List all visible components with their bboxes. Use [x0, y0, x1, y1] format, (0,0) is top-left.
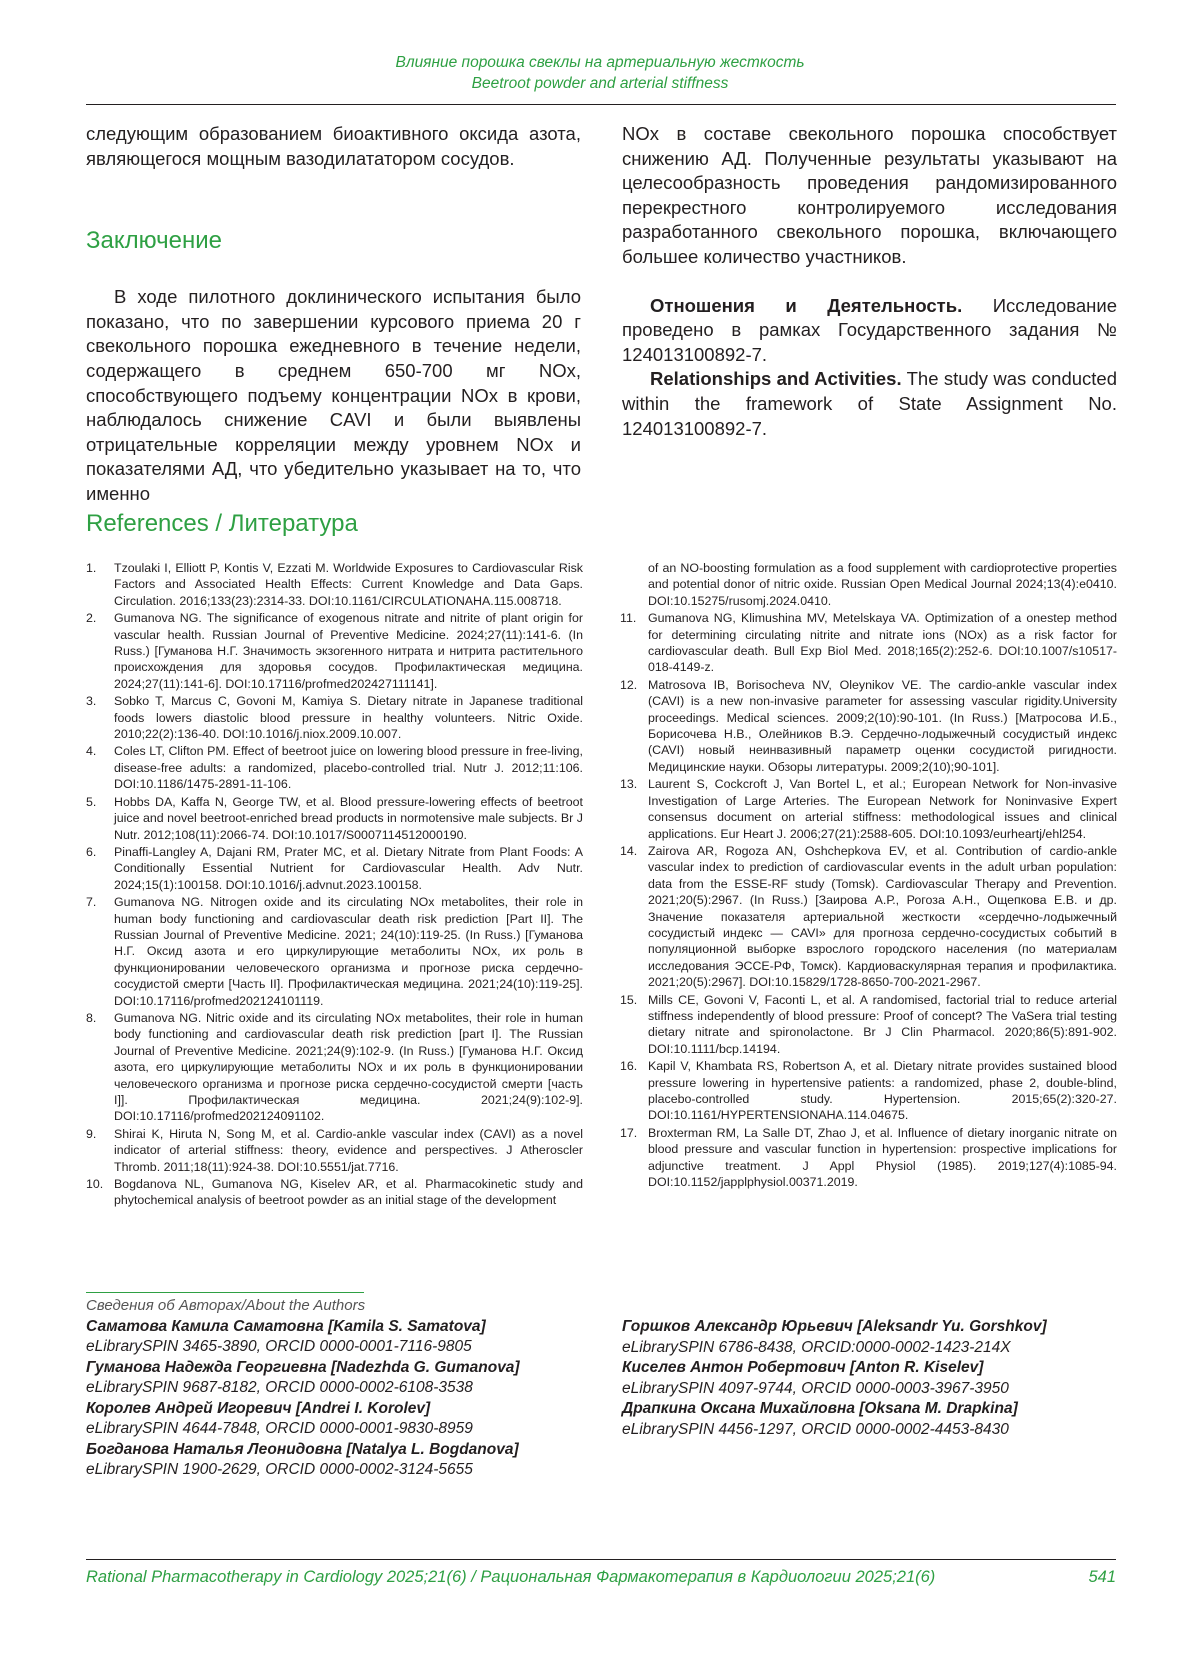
- author-ids: eLibrarySPIN 4097-9744, ORCID 0000-0003-3967-3950: [622, 1379, 1009, 1397]
- author-name: Саматова Камила Саматовна [Kamila S. Samatova]: [86, 1317, 486, 1335]
- author-name: Киселев Антон Робертович [Anton R. Kiselev]: [622, 1359, 984, 1376]
- references-right-column: [620, 560, 1117, 1191]
- references-heading: References / Литература: [86, 510, 358, 537]
- reference-item: 3. Sobko T, Marcus C, Govoni M, Kamiya S. Dietary nitrate in Japanese traditional foods lowers diastolic blood pressure in healthy volunteers. Nitric Oxide. 2010;22(2):136-40. DOI:10.1016/j.niox.2009.10.007.: [86, 694, 583, 742]
- authors-right: [622, 1317, 1047, 1440]
- running-head-en: Beetroot powder and arterial stiffness: [471, 75, 729, 92]
- author-name: Драпкина Оксана Михайловна [Oksana M. Drapkina]: [622, 1400, 1018, 1417]
- reference-item: 17. Broxterman RM, La Salle DT, Zhao J, et al. Influence of dietary inorganic nitrate on blood pressure and vascular function in hypertension: prospective implications for adjunctive treatment. J Appl Physiol (1985). 2019;127(4):1085-94. DOI:10.1152/japplphysiol.00371.2019.: [620, 1125, 1117, 1190]
- relations-ru: [622, 294, 1117, 368]
- author-ids: eLibrarySPIN 3465-3890, ORCID 0000-0001-7116-9805: [86, 1338, 472, 1355]
- authors-section-title: Сведения об Авторах/About the Authors: [86, 1297, 366, 1314]
- reference-item: 6. Pinaffi-Langley A, Dajani RM, Prater MC, et al. Dietary Nitrate from Plant Foods: A Conditionally Essential Nutrient for Cardiovascular Health. Adv Nutr. 2024;15(1):100158. DOI:10.1016/j.advnut.2023.100158.: [86, 844, 583, 892]
- relations-en-text: The study was conducted within the framework of State Assignment No. 124013100892-7.: [622, 368, 1117, 439]
- author-ids: eLibrarySPIN 9687-8182, ORCID 0000-0002-6108-3538: [86, 1379, 473, 1396]
- reference-item-continued: of an NO-boosting formulation as a food supplement with cardioprotective properties and potential donor of nitric oxide. Russian Open Medical Journal 2024;13(4):e0410. DOI:10.15275/rusomj.2024.0410.: [648, 561, 1117, 608]
- conclusion-paragraph: В ходе пилотного доклинического испытания было показано, что по завершении курсового приема 20 г свекольного порошка ежедневного в течение недели, содержащего в среднем 650-700 мг NOx, способствующего подъему концентрации NOx в крови, наблюдалось снижение CAVI и были выявлены отрицательные корреляции между уровнем NOx и показателями АД, что убедительно указывает на то, что именно: [86, 286, 581, 504]
- reference-item: 1. Tzoulaki I, Elliott P, Kontis V, Ezzati M. Worldwide Exposures to Cardiovascular Risk Factors and Associated Health Effects: Current Knowledge and Data Gaps. Circulation. 2016;133(23):2314-33. DOI:10.1161/CIRCULATIONAHA.115.008718.: [86, 561, 583, 608]
- reference-item: 4. Coles LT, Clifton PM. Effect of beetroot juice on lowering blood pressure in free-living, disease-free adults: a randomized, placebo-controlled trial. Nutr J. 2012;11:106. DOI:10.1186/1475-2891-11-106.: [86, 744, 583, 792]
- references-left-column: [86, 560, 583, 1210]
- relations-en-label: Relationships and Activities.: [650, 368, 902, 390]
- reference-item: 15. Mills CE, Govoni V, Faconti L, et al. A randomised, factorial trial to reduce arterial stiffness independently of blood pressure: Proof of concept? The VaSera trial testing dietary nitrate and spironolactone. Br J Clin Pharmacol. 2020;86(5):891-902. DOI:10.1111/bcp.14194.: [620, 992, 1117, 1056]
- running-head-ru: Влияние порошка свеклы на артериальную жесткость: [395, 54, 805, 71]
- reference-item: 12. Matrosova IB, Borisocheva NV, Oleynikov VE. The cardio-ankle vascular index (CAVI) is a new non-invasive parameter for assessing vascular rigidity.University proceedings. Medical sciences. 2009;2(10):90-101. (In Russ.) [Матросова И.Б., Борисочева Н.В., Олейников В.Э. Сердечно-лодыжечный сосудистый индекс (CAVI) новый неинвазивный параметр оценки сосудистой ригидности. Медицинские науки. Обзоры литературы. 2009;2(10);90-101].: [620, 677, 1117, 774]
- page-number: 541: [1088, 1568, 1116, 1586]
- left-text-column: [86, 122, 581, 507]
- footer-rule: [86, 1559, 1116, 1560]
- relations-ru-label: Отношения и Деятельность.: [650, 294, 963, 316]
- reference-item: 10. Bogdanova NL, Gumanova NG, Kiselev AR, et al. Pharmacokinetic study and phytochemical analysis of beetroot powder as an initial stage of the development: [86, 1177, 583, 1208]
- reference-item: 2. Gumanova NG. The significance of exogenous nitrate and nitrite of plant origin for vascular health. Russian Journal of Preventive Medicine. 2024;27(11):141-6. (In Russ.) [Гуманова Н.Г. Значимость экзогенного нитрата и нитрита растительного происхождения для здоровья сосудов. Профилактическая медицина. 2024;27(11):141-6]. DOI:10.17116/profmed202427111141].: [86, 611, 583, 691]
- continued-paragraph-right: NOx в составе свекольного порошка способствует снижению АД. Полученные результаты указывают на целесообразность проведения рандомизированного перекрестного контролируемого исследования разработанного свекольного порошка, включающего большее количество участников.: [622, 123, 1117, 267]
- reference-item: 14. Zairova AR, Rogoza AN, Oshchepkova EV, et al. Contribution of cardio-ankle vascular index to prediction of cardiovascular events in the adult urban population: data from the ESSE-RF study (Tomsk). Cardiovascular Therapy and Prevention. 2021;20(5):2967. (In Russ.) [Заирова А.Р., Рогоза А.Н., Ощепкова Е.В. и др. Значение показателя артериальной жесткости «сердечно-лодыжечный сосудистый индекс — CAVI» для прогноза сердечно-сосудистых событий в популяционной выборке взрослого городского населения (по материалам исследования ЭССЕ-РФ, Томск). Кардиоваскулярная терапия и профилактика. 2021;20(5):2967]. DOI:10.15829/1728-8650-700-2021-2967.: [620, 843, 1117, 990]
- author-name: Горшков Александр Юрьевич [Aleksandr Yu. Gorshkov]: [622, 1318, 1047, 1335]
- header-rule: [86, 104, 1116, 105]
- continued-paragraph: следующим образованием биоактивного оксида азота, являющегося мощным вазодилататором сосудов.: [86, 123, 581, 169]
- author-ids: eLibrarySPIN 6786-8438, ORCID:0000-0002-1423-214X: [622, 1338, 1011, 1356]
- reference-item: 5. Hobbs DA, Kaffa N, George TW, et al. Blood pressure-lowering effects of beetroot juice and novel beetroot-enriched bread products in normotensive male subjects. Br J Nutr. 2012;108(11):2066-74. DOI:10.1017/S0007114512000190.: [86, 794, 583, 842]
- reference-item: 16. Kapil V, Khambata RS, Robertson A, et al. Dietary nitrate provides sustained blood pressure lowering in hypertensive patients: a randomized, phase 2, double-blind, placebo-controlled study. Hypertension. 2015;65(2):320-27. DOI:10.1161/HYPERTENSIONAHA.114.04675.: [620, 1059, 1117, 1123]
- reference-item: 9. Shirai K, Hiruta N, Song M, et al. Cardio-ankle vascular index (CAVI) as a novel indicator of arterial stiffness: theory, evidence and perspectives. J Atheroscler Thromb. 2011;18(11):924-38. DOI:10.5551/jat.7716.: [86, 1126, 583, 1174]
- author-name: Королев Андрей Игоревич [Andrei I. Korolev]: [86, 1399, 431, 1417]
- authors-rule: [86, 1292, 364, 1293]
- conclusion-heading: Заключение: [86, 227, 222, 255]
- reference-item: 8. Gumanova NG. Nitric oxide and its circulating NOx metabolites, their role in human body functioning and cardiovascular death risk prediction [part I]. The Russian Journal of Preventive Medicine. 2021;24(9):102-9. (In Russ.) [Гуманова Н.Г. Оксид азота, его циркулирующие метаболиты NOx и их роль в функционировании человеческого организма и прогнозе риска сердечно-сосудистой смерти [часть I]]. Профилактическая медицина. 2021;24(9):102-9]. DOI:10.17116/profmed202124091102.: [86, 1010, 583, 1124]
- reference-item: 13. Laurent S, Cockcroft J, Van Bortel L, et al.; European Network for Non-invasive Investigation of Large Arteries. The European Network for Noninvasive Expert consensus document on arterial stiffness: methodological issues and clinical applications. Eur Heart J. 2006;27(21):2588-605. DOI:10.1093/eurheartj/ehl254.: [620, 777, 1117, 841]
- author-ids: eLibrarySPIN 4456-1297, ORCID 0000-0002-4453-8430: [622, 1420, 1009, 1438]
- author-name: Богданова Наталья Леонидовна [Natalya L. Bogdanova]: [86, 1440, 519, 1458]
- reference-item: 7. Gumanova NG. Nitrogen oxide and its circulating NOx metabolites, their role in human body functioning and cardiovascular death risk prediction [Part II]. The Russian Journal of Preventive Medicine. 2021; 24(10):119-25. (In Russ.) [Гуманова Н.Г. Оксид азота и его циркулирующие метаболиты NOx, их роль в функционировании человеческого организма и прогнозе риска сердечно-сосудистой смерти [Часть II]. Профилактическая медицина. 2021;24(10):119-25]. DOI:10.17116/profmed202124101119.: [86, 895, 583, 1008]
- reference-item: 11. Gumanova NG, Klimushina MV, Metelskaya VA. Optimization of a onestep method for determining circulating nitrite and nitrate ions (NOx) as a risk factor for cardiovascular death. Bull Exp Biol Med. 2018;165(2):252-6. DOI:10.1007/s10517-018-4149-z.: [620, 611, 1117, 675]
- footer-journal: Rational Pharmacotherapy in Cardiology 2025;21(6) / Рациональная Фармакотерапия в Кардиологии 2025;21(6): [86, 1568, 936, 1586]
- relations-en: [622, 367, 1117, 441]
- running-head: [0, 52, 1200, 94]
- page-footer: [86, 1568, 1116, 1587]
- right-text-column: [622, 122, 1117, 441]
- author-ids: eLibrarySPIN 4644-7848, ORCID 0000-0001-9830-8959: [86, 1420, 473, 1437]
- author-ids: eLibrarySPIN 1900-2629, ORCID 0000-0002-3124-5655: [86, 1461, 473, 1478]
- relations-ru-text: Исследование проведено в рамках Государственного задания № 124013100892-7.: [622, 294, 1117, 365]
- authors-left: [86, 1296, 520, 1481]
- author-name: Гуманова Надежда Георгиевна [Nadezhda G. Gumanova]: [86, 1358, 520, 1376]
